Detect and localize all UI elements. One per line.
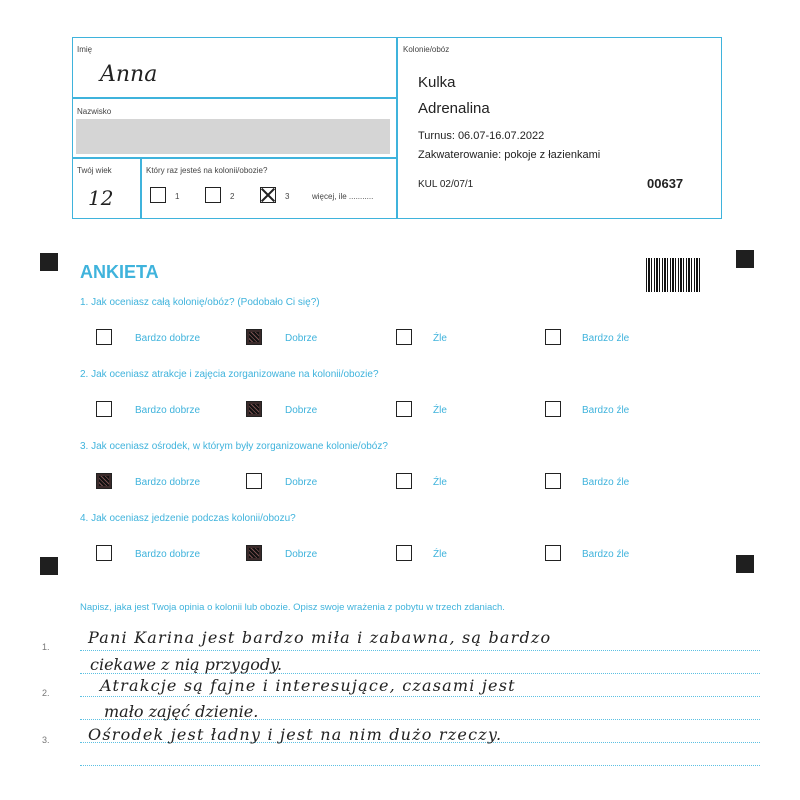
q2-bardzo-zle-label: Bardzo źle bbox=[582, 405, 630, 416]
visit-option-1-checkbox[interactable] bbox=[150, 187, 166, 203]
q1-bardzo-zle-checkbox[interactable] bbox=[545, 329, 561, 345]
question-4-text: 4. Jak oceniasz jedzenie podczas kolonii/obozu? bbox=[80, 513, 296, 524]
wiecej-label: więcej, ile ........... bbox=[312, 192, 374, 201]
q4-bardzo-zle-checkbox[interactable] bbox=[545, 545, 561, 561]
q2-zle-label: Źle bbox=[433, 405, 447, 416]
q3-dobrze-label: Dobrze bbox=[285, 477, 318, 488]
q2-bardzo-dobrze-label: Bardzo dobrze bbox=[135, 405, 201, 416]
wiek-value[interactable]: 12 bbox=[88, 186, 114, 210]
q1-zle-checkbox[interactable] bbox=[396, 329, 412, 345]
q4-bardzo-zle-label: Bardzo źle bbox=[582, 549, 630, 560]
line-number-2: 2. bbox=[42, 688, 50, 698]
question-2-text: 2. Jak oceniasz atrakcje i zajęcia zorganizowane na kolonii/obozie? bbox=[80, 369, 379, 380]
form-number: 00637 bbox=[647, 176, 684, 191]
q3-zle-checkbox[interactable] bbox=[396, 473, 412, 489]
registration-mark-bottom-right bbox=[736, 555, 754, 573]
ktory-raz-label: Który raz jesteś na kolonii/obozie? bbox=[146, 166, 268, 175]
camp-box bbox=[396, 37, 722, 219]
visit-option-1-label: 1 bbox=[175, 192, 180, 201]
q3-bardzo-dobrze-label: Bardzo dobrze bbox=[135, 477, 201, 488]
q1-dobrze-checkbox[interactable] bbox=[246, 329, 262, 345]
wiek-label: Twój wiek bbox=[77, 166, 112, 175]
q2-dobrze-label: Dobrze bbox=[285, 405, 318, 416]
q3-bardzo-dobrze-checkbox[interactable] bbox=[96, 473, 112, 489]
survey-title: ANKIETA bbox=[80, 262, 159, 282]
visit-option-2-checkbox[interactable] bbox=[205, 187, 221, 203]
imie-label: Imię bbox=[77, 45, 93, 54]
answer-line-1[interactable]: Pani Karina jest bardzo miła i zabawna, są bardzo bbox=[88, 628, 552, 647]
q4-zle-label: Źle bbox=[433, 549, 447, 560]
q2-bardzo-zle-checkbox[interactable] bbox=[545, 401, 561, 417]
q1-zle-label: Źle bbox=[433, 333, 447, 344]
nazwisko-redacted bbox=[76, 119, 390, 154]
nazwisko-label: Nazwisko bbox=[77, 107, 112, 116]
org-name-1: Kulka bbox=[418, 74, 456, 91]
opinion-prompt: Napisz, jaka jest Twoja opinia o kolonii lub obozie. Opisz swoje wrażenia z pobytu w trzech zdaniach. bbox=[80, 602, 505, 613]
question-3-text: 3. Jak oceniasz ośrodek, w którym były zorganizowane kolonie/obóz? bbox=[80, 441, 388, 452]
zakwaterowanie: Zakwaterowanie: pokoje z łazienkami bbox=[418, 149, 601, 161]
visit-option-3-label: 3 bbox=[285, 192, 290, 201]
org-name-2: Adrenalina bbox=[418, 100, 490, 117]
registration-mark-bottom-left bbox=[40, 557, 58, 575]
q4-dobrze-checkbox[interactable] bbox=[246, 545, 262, 561]
q4-zle-checkbox[interactable] bbox=[396, 545, 412, 561]
q4-bardzo-dobrze-label: Bardzo dobrze bbox=[135, 549, 201, 560]
q4-bardzo-dobrze-checkbox[interactable] bbox=[96, 545, 112, 561]
q3-zle-label: Źle bbox=[433, 477, 447, 488]
q2-bardzo-dobrze-checkbox[interactable] bbox=[96, 401, 112, 417]
q1-dobrze-label: Dobrze bbox=[285, 333, 318, 344]
q1-bardzo-dobrze-label: Bardzo dobrze bbox=[135, 333, 201, 344]
q4-dobrze-label: Dobrze bbox=[285, 549, 318, 560]
q3-bardzo-zle-checkbox[interactable] bbox=[545, 473, 561, 489]
answer-line-4[interactable]: mało zajęć dzienie. bbox=[104, 702, 259, 721]
form-code: KUL 02/07/1 bbox=[418, 179, 474, 190]
answer-line-5[interactable]: Ośrodek jest ładny i jest na nim dużo rzeczy. bbox=[88, 725, 503, 744]
answer-line-2[interactable]: ciekawe z nią przygody. bbox=[90, 655, 283, 674]
answer-line-3[interactable]: Atrakcje są fajne i interesujące, czasami jest bbox=[100, 676, 516, 695]
imie-value[interactable]: Anna bbox=[100, 62, 158, 87]
visit-option-3-checkbox[interactable] bbox=[260, 187, 276, 203]
kolonie-label: Kolonie/obóz bbox=[403, 45, 450, 54]
q3-dobrze-checkbox[interactable] bbox=[246, 473, 262, 489]
q2-dobrze-checkbox[interactable] bbox=[246, 401, 262, 417]
turnus: Turnus: 06.07-16.07.2022 bbox=[418, 130, 545, 142]
question-1-text: 1. Jak oceniasz całą kolonię/obóz? (Podobało Ci się?) bbox=[80, 297, 320, 308]
registration-mark-top-left bbox=[40, 253, 58, 271]
q1-bardzo-zle-label: Bardzo źle bbox=[582, 333, 630, 344]
line-number-1: 1. bbox=[42, 642, 50, 652]
q2-zle-checkbox[interactable] bbox=[396, 401, 412, 417]
line-number-3: 3. bbox=[42, 735, 50, 745]
q1-bardzo-dobrze-checkbox[interactable] bbox=[96, 329, 112, 345]
q3-bardzo-zle-label: Bardzo źle bbox=[582, 477, 630, 488]
writing-line-3 bbox=[80, 696, 760, 697]
writing-line-6 bbox=[80, 765, 760, 766]
registration-mark-top-right bbox=[736, 250, 754, 268]
visit-option-2-label: 2 bbox=[230, 192, 235, 201]
writing-line-1 bbox=[80, 650, 760, 651]
barcode bbox=[646, 258, 700, 292]
